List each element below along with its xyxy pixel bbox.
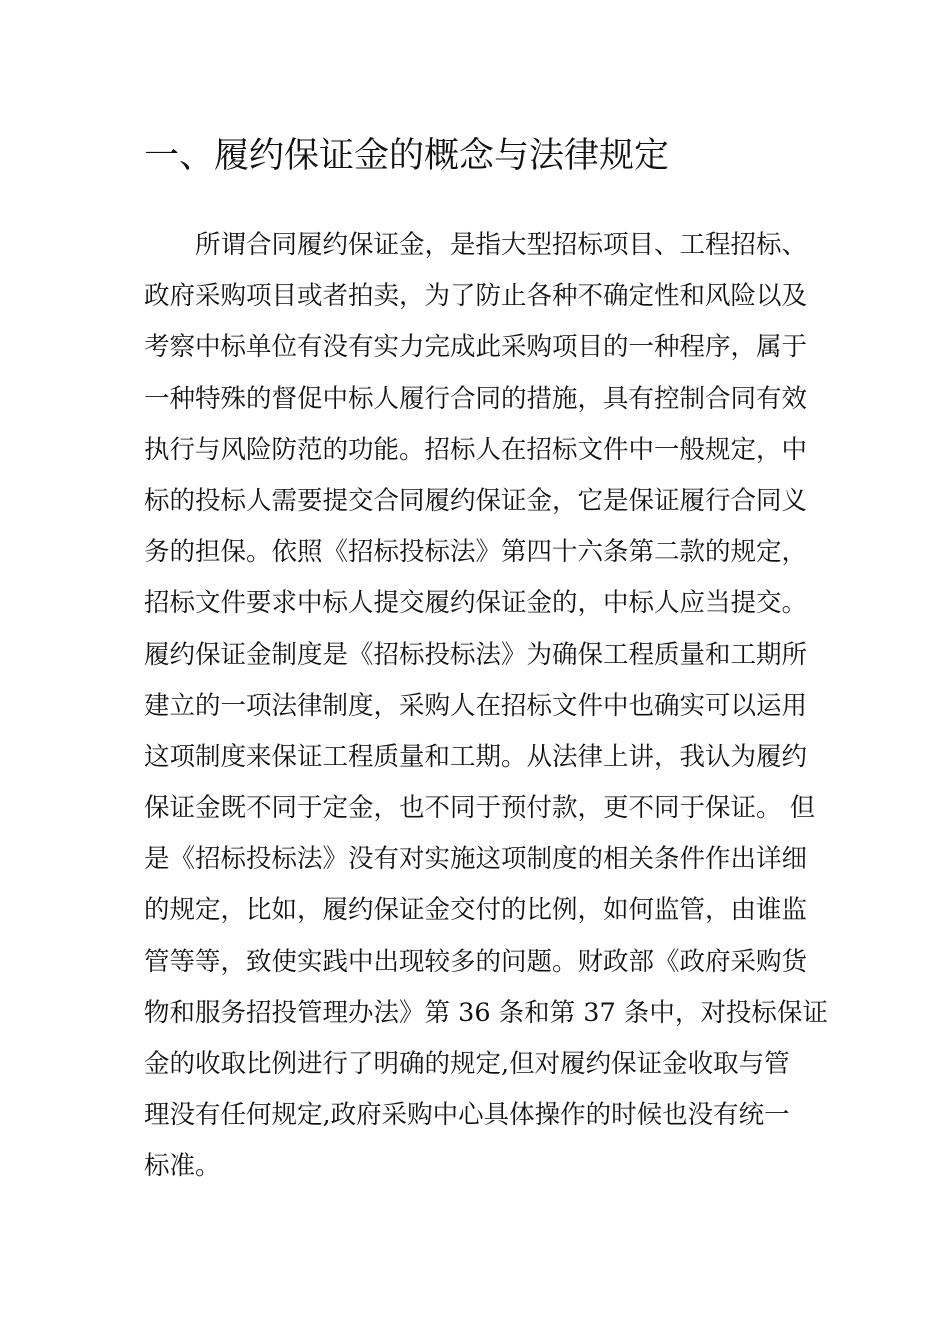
paragraph-line: 务的担保。依照《招标投标法》第四十六条第二款的规定， <box>144 537 808 568</box>
paragraph-line: 所谓合同履约保证金，是指大型招标项目、工程招标、 <box>144 230 808 260</box>
paragraph-line: 标的投标人需要提交合同履约保证金，它是保证履行合同义 <box>144 485 808 516</box>
paragraph-line: 是《招标投标法》没有对实施这项制度的相关条件作出详细 <box>144 844 808 875</box>
paragraph-line: 一种特殊的督促中标人履行合同的措施，具有控制合同有效 <box>144 383 808 414</box>
paragraph-line: 保证金既不同于定金，也不同于预付款，更不同于保证。 但 <box>144 793 816 824</box>
paragraph-line: 的规定，比如，履约保证金交付的比例，如何监管，由谁监 <box>144 895 808 926</box>
paragraph-line: 标准。 <box>144 1151 221 1182</box>
paragraph-line: 金的收取比例进行了明确的规定,但对履约保证金收取与管 <box>144 1049 790 1079</box>
paragraph-line: 建立的一项法律制度，采购人在招标文件中也确实可以运用 <box>144 690 808 721</box>
paragraph-line: 理没有任何规定,政府采购中心具体操作的时候也没有统一 <box>144 1100 790 1131</box>
paragraph-line: 物和服务招投管理办法》第 36 条和第 37 条中，对投标保证 <box>144 997 828 1028</box>
paragraph-line: 执行与风险防范的功能。招标人在招标文件中一般规定，中 <box>144 434 808 465</box>
paragraph-line: 管等等，致使实践中出现较多的问题。财政部《政府采购货 <box>144 946 808 977</box>
paragraph-line: 考察中标单位有没有实力完成此采购项目的一种程序，属于 <box>144 332 808 363</box>
paragraph-line: 这项制度来保证工程质量和工期。从法律上讲，我认为履约 <box>144 741 808 772</box>
section-heading: 一、履约保证金的概念与法律规定 <box>144 136 670 176</box>
paragraph-line: 招标文件要求中标人提交履约保证金的，中标人应当提交。 <box>144 588 808 619</box>
paragraph-line: 履约保证金制度是《招标投标法》为确保工程质量和工期所 <box>144 639 808 670</box>
paragraph-line: 政府采购项目或者拍卖，为了防止各种不确定性和风险以及 <box>144 281 808 312</box>
body-paragraph <box>144 220 828 1193</box>
